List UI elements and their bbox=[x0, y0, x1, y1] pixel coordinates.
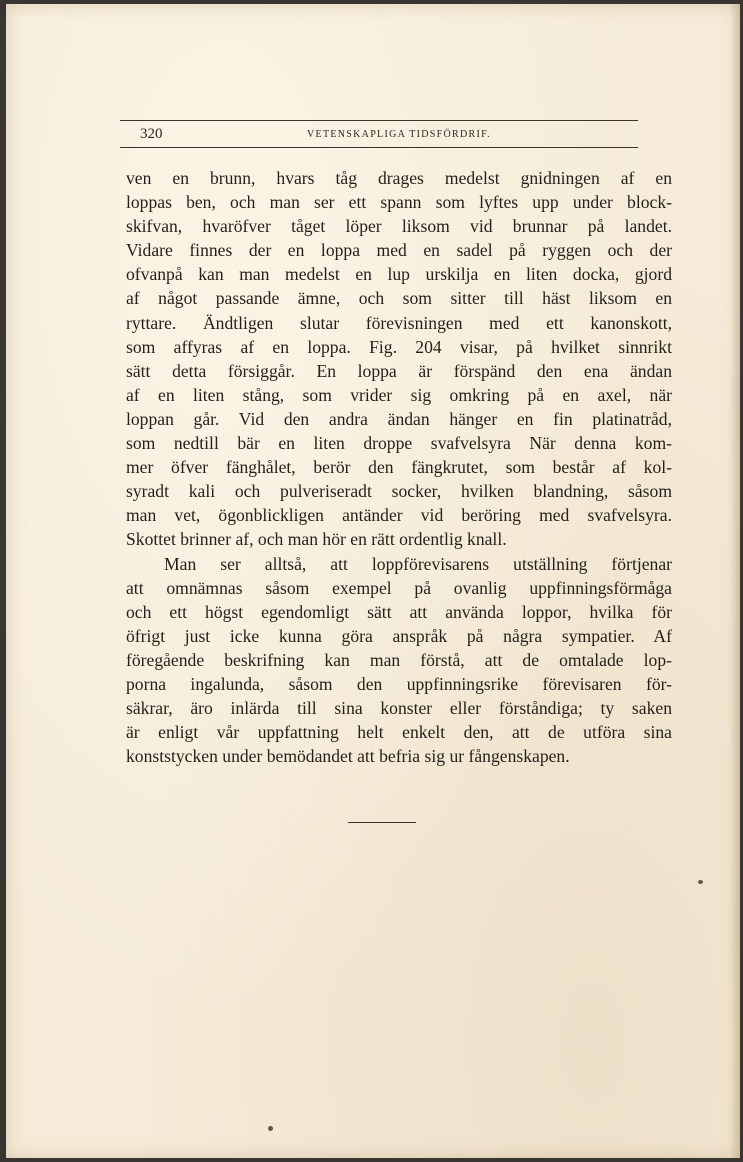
book-page bbox=[6, 4, 740, 1158]
body-text bbox=[126, 166, 672, 768]
page-number: 320 bbox=[140, 126, 163, 142]
text-line: föregående beskrifning kan man förstå, att de omtalade lop- bbox=[126, 649, 672, 670]
text-line: ven en brunn, hvars tåg drages medelst gnidningen af en bbox=[126, 168, 672, 188]
text-line: öfrigt just icke kunna göra anspråk på några sympatier. Af bbox=[126, 625, 672, 646]
text-line: att omnämnas såsom exempel på ovanlig uppfinningsförmåga bbox=[126, 577, 672, 598]
text-line-paragraph-start: Man ser alltså, att loppförevisarens utställning förtjenar bbox=[164, 553, 672, 574]
text-line: som nedtill bär en liten droppe svafvelsyra När denna kom- bbox=[126, 433, 672, 454]
text-line: loppan går. Vid den andra ändan hänger en fin platinatråd, bbox=[126, 408, 672, 429]
text-line: och ett högst egendomligt sätt att använda loppor, hvilka för bbox=[126, 601, 672, 622]
paper-speck bbox=[268, 1126, 273, 1131]
running-title: VETENSKAPLIGA TIDSFÖRDRIF. bbox=[307, 129, 491, 140]
text-line: är enligt vår uppfattning helt enkelt den, att de utföra sina bbox=[126, 722, 672, 743]
text-line: ofvanpå kan man medelst en lup urskilja en liten docka, gjord bbox=[126, 264, 672, 285]
text-line: Vidare finnes der en loppa med en sadel på ryggen och der bbox=[126, 240, 672, 261]
text-line: af en liten stång, som vrider sig omkring på en axel, när bbox=[126, 384, 672, 405]
page-edge-shadow bbox=[730, 4, 740, 1158]
section-end-rule bbox=[348, 822, 416, 823]
text-line-paragraph-end: Skottet brinner af, och man hör en rätt ordentlig knall. bbox=[126, 529, 507, 550]
text-line: som affyras af en loppa. Fig. 204 visar, på hvilket sinnrikt bbox=[126, 336, 672, 357]
text-line: af något passande ämne, och som sitter till häst liksom en bbox=[126, 288, 672, 309]
text-line-paragraph-end: konststycken under bemödandet att befria sig ur fångenskapen. bbox=[126, 746, 570, 767]
text-line: mer öfver fänghålet, berör den fängkrutet, som består af kol- bbox=[126, 457, 672, 478]
text-line: loppas ben, och man ser ett spann som lyftes upp under block- bbox=[126, 192, 672, 213]
text-line: säkrar, äro inlärda till sina konster eller förståndiga; ty saken bbox=[126, 698, 672, 719]
text-line: porna ingalunda, såsom den uppfinningsrike förevisaren för- bbox=[126, 673, 672, 694]
text-line: skifvan, hvaröfver tåget löper liksom vid brunnar på landet. bbox=[126, 216, 672, 237]
running-header bbox=[120, 120, 638, 148]
text-line: ryttare. Ändtligen slutar förevisningen med ett kanonskott, bbox=[126, 312, 672, 333]
paper-speck bbox=[698, 880, 703, 884]
text-line: sätt detta försiggår. En loppa är förspänd den ena ändan bbox=[126, 360, 672, 381]
text-line: syradt kali och pulveriseradt socker, hvilken blandning, såsom bbox=[126, 481, 672, 502]
text-line: man vet, ögonblickligen antänder vid beröring med svafvelsyra. bbox=[126, 505, 672, 526]
